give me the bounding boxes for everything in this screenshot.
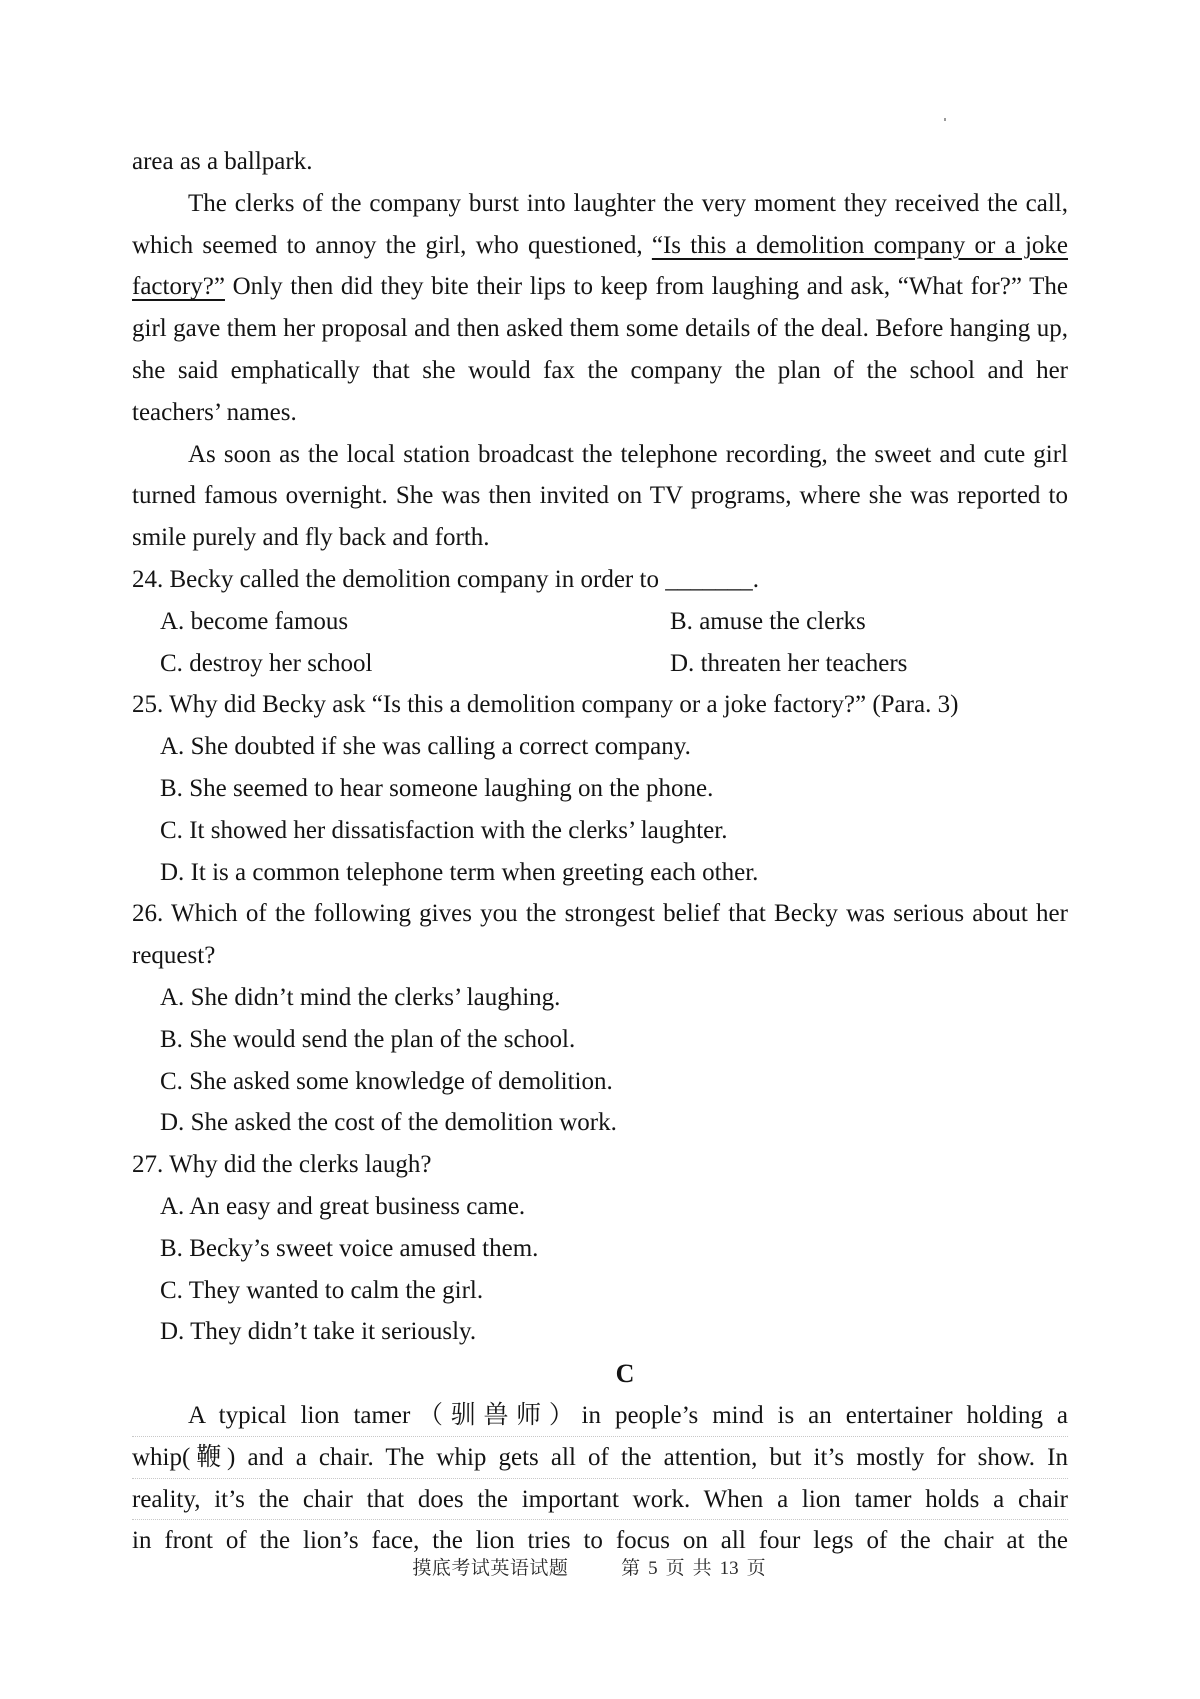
option-list xyxy=(132,977,1068,1144)
paragraph-text: The clerks of the company burst into laughter the very moment they received the call, which seemed to annoy the girl, who questioned, xyxy=(132,189,1068,259)
option-a[interactable] xyxy=(132,1186,1068,1228)
option-list xyxy=(132,726,1068,893)
question-number: 24. xyxy=(132,565,164,593)
option-text: She asked some knowledge of demolition. xyxy=(189,1067,613,1095)
option-text: amuse the clerks xyxy=(699,607,866,635)
option-list xyxy=(132,1186,1068,1353)
option-list xyxy=(132,601,1068,685)
passage-b-paragraph-tail xyxy=(132,141,1068,183)
option-label: D. xyxy=(160,858,185,886)
page-footer xyxy=(0,1553,1200,1580)
option-text: It is a common telephone term when greeting each other. xyxy=(190,858,759,886)
option-text: She seemed to hear someone laughing on the phone. xyxy=(189,774,714,802)
option-text: An easy and great business came. xyxy=(189,1192,526,1220)
option-a[interactable] xyxy=(132,977,1068,1019)
option-label: C. xyxy=(160,816,183,844)
option-label: C. xyxy=(160,649,183,677)
question-stem xyxy=(132,1144,1068,1186)
option-label: D. xyxy=(160,1318,185,1346)
question-24 xyxy=(132,559,1068,684)
question-text: Which of the following gives you the strongest belief that Becky was serious about her request? xyxy=(132,900,1068,970)
option-d[interactable] xyxy=(132,852,1068,894)
question-stem xyxy=(132,684,1068,726)
option-b[interactable] xyxy=(670,601,1068,643)
option-text: She asked the cost of the demolition work. xyxy=(190,1109,617,1137)
option-d[interactable] xyxy=(670,643,1068,685)
option-label: D. xyxy=(160,1109,185,1137)
option-text: They didn’t take it seriously. xyxy=(190,1318,477,1346)
option-label: A. xyxy=(160,983,185,1011)
option-text: threaten her teachers xyxy=(700,649,908,677)
option-c[interactable] xyxy=(132,1270,1068,1312)
passage-b-paragraph-2 xyxy=(132,183,1068,434)
paragraph-text: As soon as the local station broadcast the telephone recording, the sweet and cute girl turned famous overnight. She was then invited on TV programs, where she was reported to smile purely and fly back and forth. xyxy=(132,440,1068,552)
page-prefix: 第 xyxy=(621,1558,641,1579)
scan-speck xyxy=(944,118,946,121)
question-25 xyxy=(132,684,1068,893)
option-d[interactable] xyxy=(132,1102,1068,1144)
option-label: C. xyxy=(160,1276,183,1304)
option-text: It showed her dissatisfaction with the clerks’ laughter. xyxy=(189,816,728,844)
page-indicator xyxy=(617,1558,770,1579)
exam-page-body xyxy=(132,141,1068,1562)
option-text: She doubted if she was calling a correct company. xyxy=(190,733,691,761)
question-number: 26. xyxy=(132,900,164,928)
option-label: B. xyxy=(160,1234,183,1262)
passage-line: A typical lion tamer（驯兽师）in people’s mind is an entertainer holding a xyxy=(132,1395,1068,1437)
option-text: become famous xyxy=(190,607,349,635)
question-27 xyxy=(132,1144,1068,1353)
option-text: destroy her school xyxy=(189,649,373,677)
footer-content xyxy=(412,1553,769,1580)
question-text: Becky called the demolition company in order to _______. xyxy=(169,565,759,593)
total-word: 页 xyxy=(746,1558,766,1579)
question-text: Why did the clerks laugh? xyxy=(169,1151,432,1179)
question-text: Why did Becky ask “Is this a demolition company or a joke factory?” (Para. 3) xyxy=(169,691,959,719)
paragraph-text: area as a ballpark. xyxy=(132,148,313,175)
page-number: 5 xyxy=(648,1558,658,1579)
question-number: 25. xyxy=(132,691,164,719)
underlined-quote: “Is this a demolition company or a joke factory?” xyxy=(132,231,1069,301)
question-number: 27. xyxy=(132,1151,164,1179)
option-d[interactable] xyxy=(132,1311,1068,1353)
option-c[interactable] xyxy=(160,643,670,685)
option-label: B. xyxy=(160,774,183,802)
question-stem xyxy=(132,893,1068,977)
option-text: She didn’t mind the clerks’ laughing. xyxy=(190,983,561,1011)
option-text: She would send the plan of the school. xyxy=(189,1025,576,1053)
option-label: A. xyxy=(160,733,185,761)
question-stem xyxy=(132,559,1068,601)
option-label: B. xyxy=(160,1025,183,1053)
option-a[interactable] xyxy=(132,726,1068,768)
option-b[interactable] xyxy=(132,768,1068,810)
option-text: They wanted to calm the girl. xyxy=(188,1276,484,1304)
option-b[interactable] xyxy=(132,1228,1068,1270)
passage-line: whip(鞭) and a chair. The whip gets all of the attention, but it’s mostly for show. In xyxy=(132,1437,1068,1479)
option-label: A. xyxy=(160,1192,185,1220)
option-label: C. xyxy=(160,1067,183,1095)
paragraph-text: Only then did they bite their lips to keep from laughing and ask, “What for?” The girl gave them her proposal and then asked them some details of the deal. Before hanging up, she said emphatically that she would fax the company the plan of the school and her teachers’ names. xyxy=(132,273,1068,426)
option-label: D. xyxy=(670,649,695,677)
passage-c-paragraph xyxy=(132,1395,1068,1562)
option-b[interactable] xyxy=(132,1019,1068,1061)
passage-b-paragraph-3 xyxy=(132,434,1068,559)
total-prefix: 共 xyxy=(692,1558,712,1579)
exam-title: 摸底考试英语试题 xyxy=(412,1558,569,1579)
total-pages: 13 xyxy=(719,1558,739,1579)
section-heading-c: C xyxy=(615,1359,635,1389)
question-26 xyxy=(132,893,1068,1144)
option-a[interactable] xyxy=(160,601,670,643)
passage-line: reality, it’s the chair that does the important work. When a lion tamer holds a chair xyxy=(132,1479,1068,1521)
option-c[interactable] xyxy=(132,810,1068,852)
option-text: Becky’s sweet voice amused them. xyxy=(189,1234,539,1262)
option-label: B. xyxy=(670,607,693,635)
passage-line: in front of the lion’s face, the lion tries to focus on all four legs of the chair at the xyxy=(132,1527,1068,1555)
option-c[interactable] xyxy=(132,1061,1068,1103)
option-label: A. xyxy=(160,607,185,635)
page-word: 页 xyxy=(665,1558,685,1579)
